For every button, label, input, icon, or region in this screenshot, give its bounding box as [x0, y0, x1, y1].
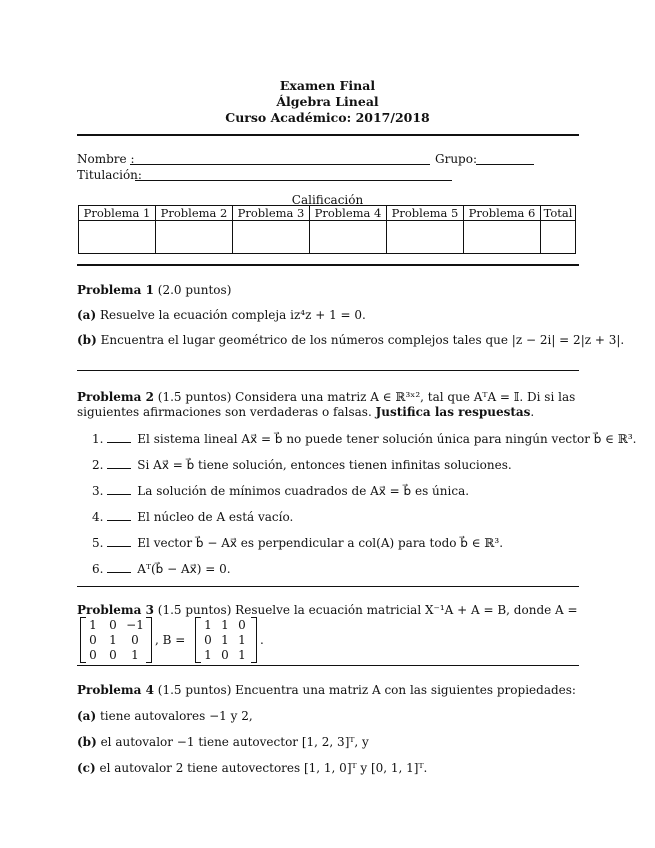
problem-3-text: (1.5 puntos) Resuelve la ecuación matricial X⁻¹A + A = B, donde A =: [157, 603, 578, 617]
matrix-a-cell: 1: [131, 648, 139, 662]
part-text: el autovalor −1 tiene autovector [1, 2, 3]ᵀ, y: [100, 735, 369, 749]
item-text: El núcleo de A está vacío.: [137, 510, 294, 524]
problem-2-justify: Justifica las respuestas: [375, 405, 531, 419]
course-name: Álgebra Lineal: [276, 94, 379, 109]
academic-year: Curso Académico: 2017/2018: [225, 110, 430, 125]
part-text: Resuelve la ecuación compleja iz⁴z + 1 = 0.: [99, 308, 366, 322]
grades-header-cell: Problema 1: [79, 206, 156, 221]
problem-4-header: [77, 683, 576, 697]
problem-1-header: [77, 283, 231, 297]
statement-item: [92, 432, 636, 446]
group-label: Grupo:: [435, 152, 477, 166]
problem-2-intro-line2: siguientes afirmaciones son verdaderas o falsas.: [77, 405, 372, 419]
answer-blank[interactable]: [107, 510, 131, 521]
answer-blank[interactable]: [107, 562, 131, 573]
period: .: [260, 633, 264, 647]
matrix-a-cell: 1: [109, 633, 117, 647]
item-number: 4.: [92, 510, 104, 524]
grade-cell[interactable]: [156, 221, 233, 254]
statement-item: [92, 458, 512, 472]
statement-item: [92, 562, 231, 576]
part-text: Encuentra el lugar geométrico de los números complejos tales que |z − 2i| = 2|z + 3|.: [100, 333, 625, 347]
answer-blank[interactable]: [107, 536, 131, 547]
name-field[interactable]: [130, 164, 430, 165]
problem-2-intro: (1.5 puntos) Considera una matriz A ∈ ℝ³ˣ², tal que AᵀA = 𝕀. Di si las: [157, 390, 576, 404]
answer-blank[interactable]: [107, 458, 131, 469]
matrix-a-cell: 0: [131, 633, 139, 647]
separator-line: [77, 586, 579, 587]
problem-1-part-b: [77, 333, 624, 347]
grades-header-cell: Problema 2: [156, 206, 233, 221]
matrix-b-cell: 1: [221, 618, 229, 632]
grade-cell[interactable]: [233, 221, 310, 254]
header-rule: [77, 134, 579, 136]
matrix-b-cell: 1: [238, 648, 246, 662]
name-label: Nombre :: [77, 152, 135, 166]
group-field[interactable]: [476, 164, 534, 165]
item-text: El sistema lineal Ax⃗ = b⃗ no puede tener solución única para ningún vector b⃗ ∈ ℝ³.: [137, 432, 637, 446]
problem-1-part-a: [77, 308, 366, 322]
part-label: (a): [77, 308, 97, 322]
matrix-b-cell: 1: [204, 648, 212, 662]
grades-table: [78, 205, 576, 254]
item-text: Aᵀ(b⃗ − Ax⃗) = 0.: [137, 562, 231, 576]
problem-2-header: [77, 390, 575, 404]
exam-title: Examen Final: [279, 78, 376, 93]
matrix-a-cell: 0: [89, 633, 97, 647]
b-equals: , B =: [155, 633, 186, 647]
degree-label: Titulación:: [77, 168, 142, 182]
matrix-a-cell: 1: [89, 618, 97, 632]
part-text: el autovalor 2 tiene autovectores [1, 1, 0]ᵀ y [0, 1, 1]ᵀ.: [99, 761, 428, 775]
matrix-b-cell: 1: [238, 633, 246, 647]
grades-header-cell: Problema 6: [464, 206, 541, 221]
grades-caption: Calificación: [291, 193, 364, 207]
matrix-a-cell: 0: [109, 648, 117, 662]
problem-1-points: (2.0 puntos): [157, 283, 232, 297]
part-label: (b): [77, 333, 97, 347]
answer-blank[interactable]: [107, 432, 131, 443]
item-number: 6.: [92, 562, 104, 576]
section-rule: [77, 264, 579, 266]
problem-3-title: Problema 3: [77, 603, 154, 617]
item-text: Si Ax⃗ = b⃗ tiene solución, entonces tienen infinitas soluciones.: [137, 458, 512, 472]
separator-line: [77, 370, 579, 371]
matrix-a-cell: 0: [89, 648, 97, 662]
item-text: La solución de mínimos cuadrados de Ax⃗ = b⃗ es única.: [137, 484, 470, 498]
separator-line: [77, 665, 579, 666]
grade-cell[interactable]: [310, 221, 387, 254]
matrix-a-cell: −1: [126, 618, 144, 632]
problem-3-header: [77, 603, 578, 617]
problem-4-part-b: [77, 735, 369, 749]
matrix-b-cell: 0: [238, 618, 246, 632]
grades-header-cell: Problema 4: [310, 206, 387, 221]
grade-cell[interactable]: [79, 221, 156, 254]
matrix-b-cell: 1: [221, 633, 229, 647]
answer-blank[interactable]: [107, 484, 131, 495]
item-number: 1.: [92, 432, 104, 446]
statement-item: [92, 484, 469, 498]
grade-cell[interactable]: [464, 221, 541, 254]
item-text: El vector b⃗ − Ax⃗ es perpendicular a col(A) para todo b⃗ ∈ ℝ³.: [137, 536, 504, 550]
statement-item: [92, 536, 503, 550]
item-number: 5.: [92, 536, 104, 550]
problem-4-title: Problema 4: [77, 683, 154, 697]
problem-4-text: (1.5 puntos) Encuentra una matriz A con las siguientes propiedades:: [157, 683, 576, 697]
part-label: (b): [77, 735, 97, 749]
problem-2-intro-2: siguientes afirmaciones son verdaderas o falsas. Justifica las respuestas.: [77, 405, 535, 419]
matrix-a-cell: 0: [109, 618, 117, 632]
grades-header-cell: Problema 5: [387, 206, 464, 221]
matrix-b-cell: 0: [204, 633, 212, 647]
part-text: tiene autovalores −1 y 2,: [99, 709, 253, 723]
grade-cell[interactable]: [387, 221, 464, 254]
degree-field[interactable]: [135, 180, 452, 181]
item-number: 2.: [92, 458, 104, 472]
problem-1-title: Problema 1: [77, 283, 154, 297]
problem-4-part-c: [77, 761, 427, 775]
problem-2-title: Problema 2: [77, 390, 154, 404]
part-label: (a): [77, 709, 97, 723]
item-number: 3.: [92, 484, 104, 498]
grade-cell[interactable]: [541, 221, 576, 254]
part-label: (c): [77, 761, 96, 775]
matrix-b-cell: 1: [204, 618, 212, 632]
problem-4-part-a: [77, 709, 253, 723]
grades-header-cell: Total: [541, 206, 576, 221]
statement-item: [92, 510, 293, 524]
grades-header-cell: Problema 3: [233, 206, 310, 221]
matrix-b-cell: 0: [221, 648, 229, 662]
